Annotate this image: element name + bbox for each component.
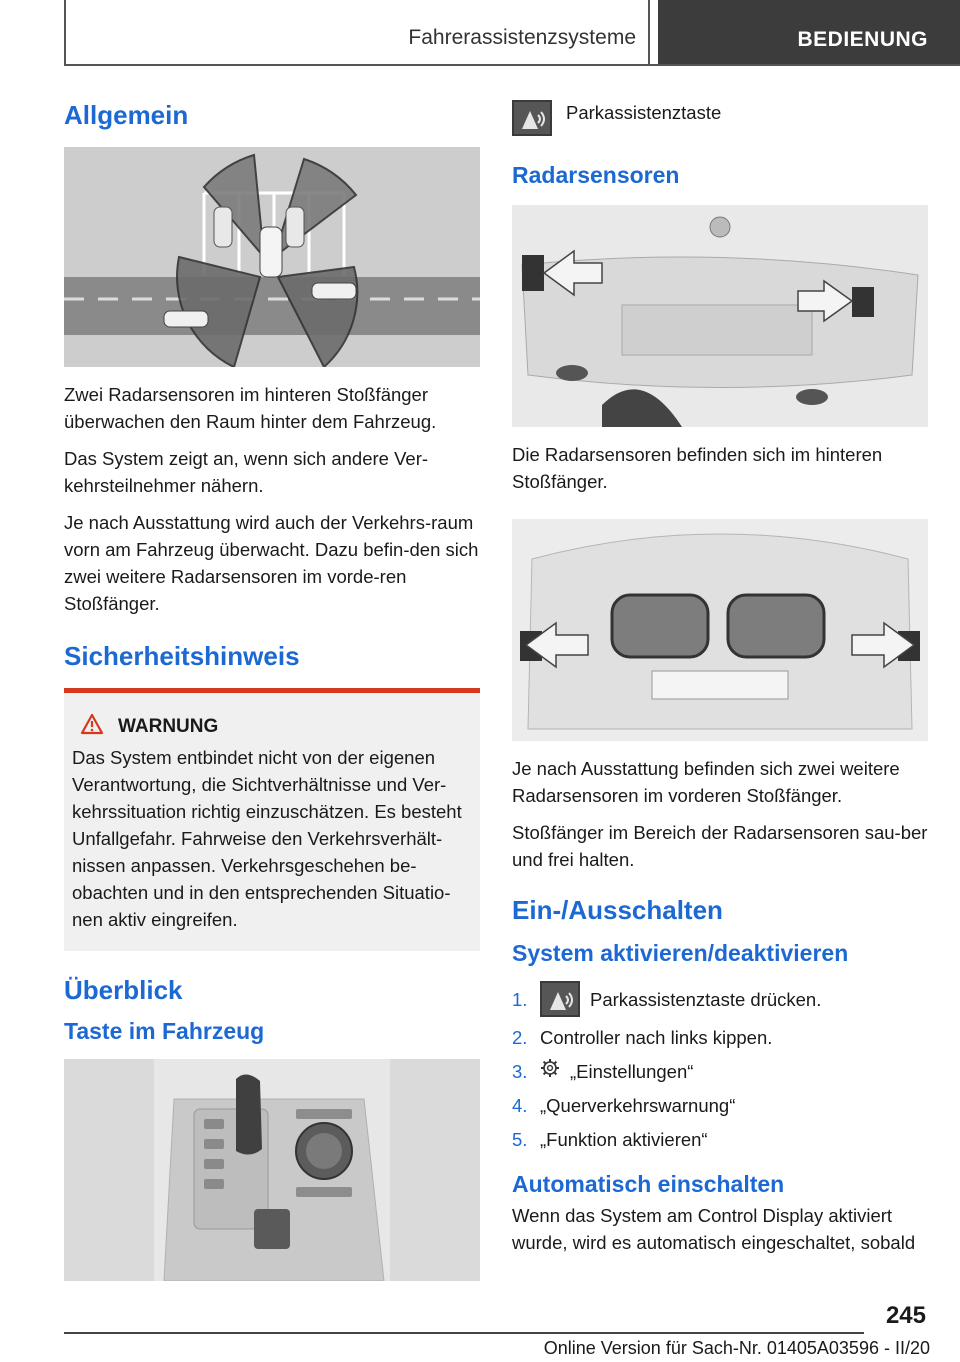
paragraph-keep-clean: Stoßfänger im Bereich der Radarsensoren sau-ber und frei halten. xyxy=(512,822,928,870)
step-number: 4. xyxy=(512,1095,528,1116)
header-chapter-tab[interactable] xyxy=(658,0,960,64)
left-column xyxy=(64,100,480,1281)
step-number: 1. xyxy=(512,988,528,1010)
step-text: „Querverkehrswarnung“ xyxy=(540,1095,736,1116)
warning-header xyxy=(72,713,470,740)
step-number: 5. xyxy=(512,1129,528,1150)
warning-title: WARNUNG xyxy=(118,715,219,737)
page-number: 245 xyxy=(885,1302,926,1329)
center-console-illustration xyxy=(64,1059,480,1281)
park-assist-button-icon xyxy=(512,100,552,136)
right-column xyxy=(512,100,928,1256)
warning-triangle-icon xyxy=(80,713,104,740)
paragraph-automatic: Wenn das System am Control Display aktiviert wurde, wird es automatisch eingeschaltet, sobald xyxy=(512,1205,916,1253)
rear-bumper-illustration xyxy=(512,205,928,427)
center-console-drawing xyxy=(64,1059,480,1281)
list-item xyxy=(512,1092,928,1119)
heading-allgemein: Allgemein xyxy=(64,100,189,130)
paragraph-front-location: Je nach Ausstattung befinden sich zwei weitere Radarsensoren im vorderen Stoßfänger. xyxy=(512,758,900,806)
list-item xyxy=(512,981,928,1017)
heading-automatisch-einschalten: Automatisch einschalten xyxy=(512,1171,785,1197)
warning-text: Das System entbindet nicht von der eigenen Verantwortung, die Sichtverhältnisse und Ver-kehrssituation richtig einzuschätzen. Es besteht Unfallgefahr. Fahrweise den Verkehrsverhält-nissen anpassen. Verkehrsgeschehen be-obachten und in den entsprechenden Situatio-nen aktiv eingreifen. xyxy=(72,747,462,930)
paragraph-rear-location: Die Radarsensoren befinden sich im hinteren Stoßfänger. xyxy=(512,444,883,492)
gear-icon xyxy=(540,1058,560,1085)
header-divider-left xyxy=(64,0,66,66)
park-assist-button-icon xyxy=(540,981,580,1017)
paragraph-system-indicates: Das System zeigt an, wenn sich andere Ver-kehrsteilnehmer nähern. xyxy=(64,448,429,496)
paragraph-rear-sensors: Zwei Radarsensoren im hinteren Stoßfänger überwachen den Raum hinter dem Fahrzeug. xyxy=(64,384,437,432)
footer-rule xyxy=(64,1332,864,1334)
heading-taste-im-fahrzeug: Taste im Fahrzeug xyxy=(64,1018,265,1044)
step-text: Parkassistenztaste drücken. xyxy=(590,988,822,1010)
header-section-title: Fahrerassistenzsysteme xyxy=(408,26,636,49)
header-divider-mid xyxy=(648,0,650,66)
heading-system-aktivieren: System aktivieren/deaktivieren xyxy=(512,940,849,966)
step-text: „Funktion aktivieren“ xyxy=(540,1129,708,1150)
warning-box xyxy=(64,693,480,951)
radar-coverage-illustration xyxy=(64,147,480,367)
chapter-label: BEDIENUNG xyxy=(797,28,928,51)
list-item xyxy=(512,1024,928,1051)
list-item xyxy=(512,1058,928,1085)
front-bumper-drawing xyxy=(512,519,928,741)
heading-radarsensoren: Radarsensoren xyxy=(512,162,680,188)
heading-ueberblick: Überblick xyxy=(64,975,183,1005)
heading-ein-ausschalten: Ein-/Ausschalten xyxy=(512,895,723,925)
step-number: 2. xyxy=(512,1027,528,1048)
front-bumper-illustration xyxy=(512,519,928,741)
activation-steps xyxy=(512,981,928,1153)
footer-online-version: Online Version für Sach-Nr. 01405A03596 - II/20 xyxy=(543,1338,930,1358)
park-button-row xyxy=(512,100,928,136)
radar-coverage-drawing xyxy=(64,147,480,367)
list-item xyxy=(512,1126,928,1153)
header-rule xyxy=(64,64,960,66)
heading-sicherheitshinweis: Sicherheitshinweis xyxy=(64,641,300,671)
park-button-caption: Parkassistenztaste xyxy=(566,102,722,123)
step-text: Controller nach links kippen. xyxy=(540,1027,773,1048)
rear-bumper-drawing xyxy=(512,205,928,427)
paragraph-front-sensors: Je nach Ausstattung wird auch der Verkehrs-raum vorn am Fahrzeug überwacht. Dazu befin-den sich zwei weitere Radarsensoren im vorde-ren Stoßfänger. xyxy=(64,512,479,614)
step-text: „Einstellungen“ xyxy=(570,1061,694,1082)
step-number: 3. xyxy=(512,1061,528,1082)
